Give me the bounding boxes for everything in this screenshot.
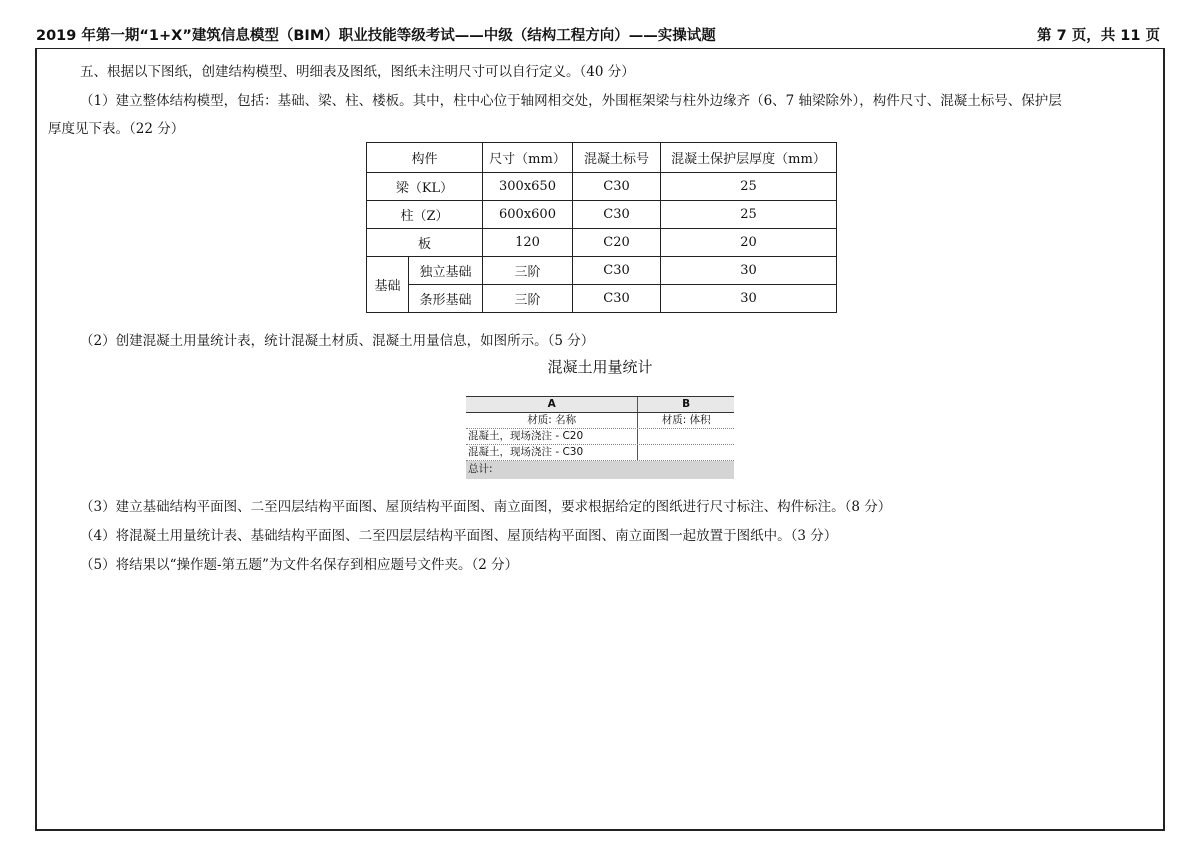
table-row	[367, 229, 837, 257]
cover-cell: 30	[661, 285, 837, 313]
item-4: （4）将混凝土用量统计表、基础结构平面图、二至四层层结构平面图、屋顶结构平面图、南立面图一起放置于图纸中。（3 分）	[80, 528, 838, 544]
table-row	[367, 201, 837, 229]
page-header	[36, 22, 1164, 46]
component-cell: 柱（Z）	[367, 201, 483, 229]
item-5: （5）将结果以“操作题-第五题”为文件名保存到相应题号文件夹。（2 分）	[80, 557, 519, 573]
spec-table-header	[367, 143, 837, 173]
size-cell: 三阶	[483, 285, 573, 313]
size-cell: 三阶	[483, 257, 573, 285]
spec-table	[366, 142, 837, 313]
grade-cell: C20	[573, 229, 661, 257]
exam-title: 2019 年第一期“1+X”建筑信息模型（BIM）职业技能等级考试——中级（结构工程方向）——实操试题	[36, 28, 716, 44]
header-component: 构件	[367, 143, 483, 173]
cover-cell: 25	[661, 201, 837, 229]
item-1-line-1: （1）建立整体结构模型，包括：基础、梁、柱、楼板。其中，柱中心位于轴网相交处，外围框架梁与柱外边缘齐（6、7 轴梁除外），构件尺寸、混凝土标号、保护层	[80, 93, 1062, 109]
schedule-field-header	[466, 413, 734, 429]
component-cell: 梁（KL）	[367, 173, 483, 201]
item-1-line-2: 厚度见下表。（22 分）	[48, 121, 185, 137]
schedule-column-header	[466, 396, 734, 413]
schedule-total: 总计:	[466, 461, 734, 479]
schedule-row	[466, 429, 734, 445]
schedule-title: 混凝土用量统计	[547, 358, 653, 376]
header-size: 尺寸（mm）	[483, 143, 573, 173]
schedule-volume-cell	[638, 429, 734, 444]
item-2: （2）创建混凝土用量统计表，统计混凝土材质、混凝土用量信息，如图所示。（5 分）	[80, 333, 595, 349]
schedule-row	[466, 445, 734, 461]
foundation-group-cell: 基础	[367, 257, 409, 313]
table-row	[367, 173, 837, 201]
grade-cell: C30	[573, 257, 661, 285]
size-cell: 120	[483, 229, 573, 257]
cover-cell: 30	[661, 257, 837, 285]
header-grade: 混凝土标号	[573, 143, 661, 173]
schedule-col-a: A	[466, 397, 638, 412]
table-row	[367, 285, 837, 313]
component-cell: 独立基础	[409, 257, 483, 285]
component-cell: 条形基础	[409, 285, 483, 313]
table-row	[367, 257, 837, 285]
cover-cell: 25	[661, 173, 837, 201]
schedule-material-cell: 混凝土，现场浇注 - C20	[466, 429, 638, 444]
cover-cell: 20	[661, 229, 837, 257]
page-number: 第 7 页，共 11 页	[1037, 28, 1160, 44]
item-3: （3）建立基础结构平面图、二至四层结构平面图、屋顶结构平面图、南立面图，要求根据给定的图纸进行尺寸标注、构件标注。（8 分）	[80, 499, 892, 515]
component-cell: 板	[367, 229, 483, 257]
size-cell: 600x600	[483, 201, 573, 229]
header-cover: 混凝土保护层厚度（mm）	[661, 143, 837, 173]
schedule-volume-cell	[638, 445, 734, 460]
grade-cell: C30	[573, 173, 661, 201]
schedule-material-cell: 混凝土，现场浇注 - C30	[466, 445, 638, 460]
size-cell: 300x650	[483, 173, 573, 201]
schedule-field-a: 材质: 名称	[466, 413, 638, 428]
concrete-schedule	[466, 396, 734, 479]
question-title: 五、根据以下图纸，创建结构模型、明细表及图纸，图纸未注明尺寸可以自行定义。（40 分）	[80, 64, 635, 80]
schedule-field-b: 材质: 体积	[661, 414, 711, 426]
grade-cell: C30	[573, 285, 661, 313]
grade-cell: C30	[573, 201, 661, 229]
schedule-col-b: B	[682, 398, 691, 410]
